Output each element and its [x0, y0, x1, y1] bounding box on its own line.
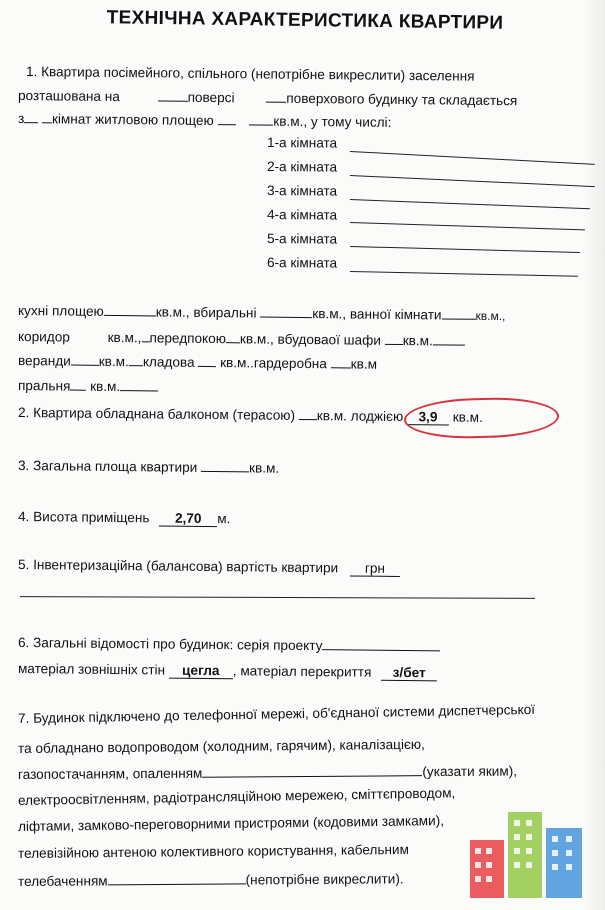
label-project-series: 6. Загальні відомості про будинок: серія проекту: [17, 635, 323, 654]
red-circle-annotation: [404, 396, 560, 440]
room-1-line: [350, 151, 595, 165]
section-7-line-2: та обладнано водопроводом (холодним, гарячим), каналізацією,: [17, 736, 425, 756]
label-balcony: 2. Квартира обладнана балконом (терасою): [17, 405, 296, 423]
project-series-blank: [322, 637, 440, 651]
label-rooms-living-area: кімнат житловою площею: [51, 111, 214, 129]
label-hallway: передпокою: [149, 330, 227, 347]
label-located-on: розташована на: [17, 88, 120, 105]
label-sqm: кв.м.: [248, 460, 280, 476]
label-sqm: кв.м.: [452, 409, 483, 425]
wall-material-value: цегла: [169, 663, 233, 680]
room-5-label: 5-а кімната: [266, 231, 338, 247]
section-7-line-7: [18, 870, 404, 889]
section-3-line: [18, 457, 279, 476]
section-7-line-4: електроосвітленням, радіотрансляційною мережею, сміттєпроводом,: [17, 785, 456, 808]
section-5-line: [18, 557, 400, 577]
label-sqm: кв.м.: [316, 408, 347, 424]
section-4-line: [18, 509, 231, 527]
total-area-blank: [201, 459, 249, 473]
section-1-line-2: [18, 87, 518, 108]
label-inventory-value: 5. Інвентеризаційна (балансова) вартість квартири: [17, 557, 339, 576]
page-edge-shadow: [583, 0, 605, 910]
laundry-blank: [70, 378, 86, 391]
label-strike-unneeded: (непотрібне викреслити).: [245, 871, 404, 888]
document-title: ТЕХНІЧНА ХАРАКТЕРИСТИКА КВАРТИРИ: [106, 7, 504, 34]
laundry-blank-2: [120, 378, 158, 391]
cable-tv-blank: [108, 871, 246, 885]
section-1-text: 1. Квартира посімейного, спільного (непотрібне викреслити) заселення: [25, 64, 475, 84]
room-4-label: 4-а кімната: [266, 207, 338, 223]
hallway-blank: [226, 330, 240, 343]
ceiling-height-value: 2,70: [159, 510, 217, 527]
room-3-line: [350, 199, 590, 209]
label-sqm-including: кв.м., у тому числі:: [273, 113, 392, 130]
label-cable-tv: телебаченням: [17, 873, 108, 889]
section-7-line-3: [18, 763, 517, 782]
section-7-line-6: телевізійною антеною колективного користування, кабельним: [17, 841, 410, 861]
laundry-line: [18, 377, 158, 394]
loggia-area-value: 3,9: [407, 409, 449, 425]
section-7-line-5: ліфтами, замково-переговорними пристроями (кодовими замками),: [17, 813, 445, 834]
label-wall-material: матеріал зовнішніх стін: [17, 661, 166, 678]
section-1-line-1: [26, 64, 475, 84]
label-toilet: кв.м., вбиральні: [155, 304, 257, 321]
currency-value: грн: [350, 560, 400, 577]
bathroom-blank: [442, 306, 476, 319]
label-loggia: лоджією: [350, 408, 404, 425]
living-area-blank: [217, 112, 235, 125]
toilet-blank: [260, 305, 312, 319]
label-kitchen: кухні площею: [17, 303, 104, 319]
closet-blank-2: [433, 332, 465, 345]
veranda-blank-2: [129, 353, 143, 366]
rooms-blank-2: [42, 110, 52, 123]
buildings-logo-icon: [468, 800, 588, 900]
label-sqm: кв.м.: [90, 378, 121, 395]
room-2-line: [350, 175, 595, 187]
label-sqm: кв.м.,: [475, 308, 506, 324]
label-veranda: веранди: [17, 353, 71, 369]
label-of: з: [17, 111, 25, 127]
label-sqm: кв.м: [350, 356, 378, 372]
corridor-line: [18, 328, 465, 349]
label-storeys: поверхового будинку та складається: [286, 90, 518, 109]
floor-blank: [158, 88, 188, 101]
label-sqm: кв.м.: [402, 333, 433, 349]
wardrobe-blank: [331, 355, 351, 368]
storage-blank: [198, 354, 216, 367]
label-specify: (указати яким),: [422, 763, 518, 780]
label-laundry: пральня: [17, 378, 71, 394]
room-2-label: 2-а кімната: [266, 159, 338, 175]
balcony-blank: [299, 407, 317, 420]
room-1-label: 1-а кімната: [266, 135, 338, 151]
label-sqm: кв.м.: [98, 353, 129, 370]
label-wardrobe: кв.м..гардеробна: [220, 355, 327, 372]
label-floor: поверсі: [187, 89, 235, 106]
corridor-blank: [141, 329, 149, 342]
label-built-in-closet: кв.м., вбудоваої шафи: [239, 331, 382, 348]
label-storage: кладова: [142, 354, 195, 370]
section-6-line-2: [18, 661, 437, 681]
room-5-line: [350, 246, 580, 253]
section-7-line-1: 7. Будинок підключено до телефонної мережі, об'єднаної системи диспетчерської: [17, 701, 536, 726]
room-4-line: [350, 222, 585, 230]
heating-blank: [202, 763, 422, 778]
label-meters: м.: [217, 511, 231, 527]
kitchen-blank: [104, 303, 156, 317]
label-corridor: коридор: [17, 329, 70, 345]
section-1-line-3: [18, 110, 392, 130]
room-3-label: 3-а кімната: [266, 183, 338, 199]
closet-blank: [385, 332, 403, 345]
kitchen-line: [18, 302, 506, 323]
veranda-blank: [71, 353, 99, 366]
label-ceiling-height: 4. Висота приміщень: [17, 509, 150, 526]
label-heating: газопостачанням, опаленням: [17, 765, 203, 782]
living-area-blank-2: [249, 112, 273, 125]
label-floor-material: , матеріал перекриття: [232, 663, 372, 680]
floor-material-value: з/бет: [381, 665, 437, 682]
room-6-line: [350, 271, 578, 277]
inventory-value-line: [20, 596, 535, 599]
section-6-line-1: [18, 634, 441, 654]
veranda-line: [18, 352, 377, 372]
storeys-blank: [266, 90, 286, 103]
rooms-count-blank: [24, 110, 38, 123]
label-total-area: 3. Загальна площа квартири: [17, 458, 198, 475]
label-sqm: кв.м.,: [107, 329, 142, 346]
label-bathroom: кв.м., ванної кімнати: [312, 306, 442, 323]
room-6-label: 6-а кімната: [266, 255, 338, 271]
